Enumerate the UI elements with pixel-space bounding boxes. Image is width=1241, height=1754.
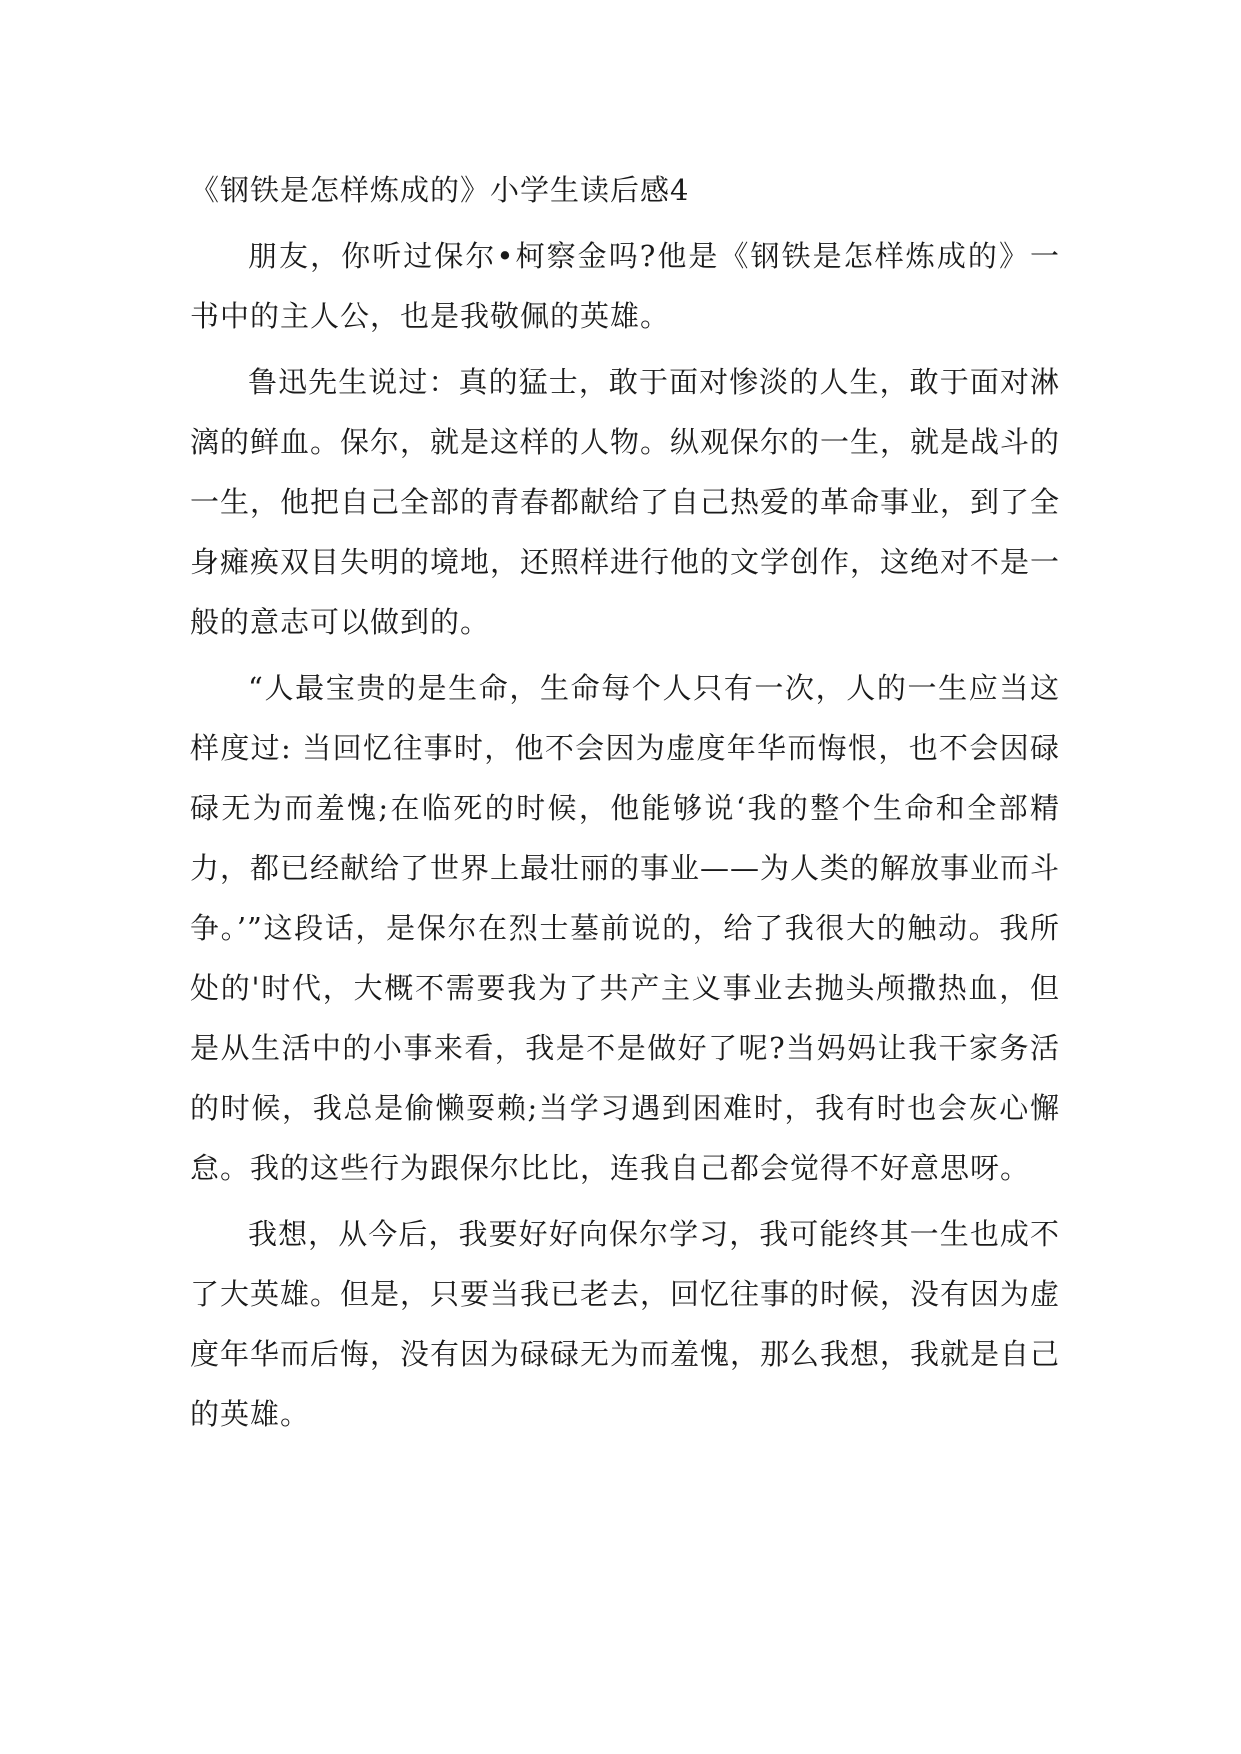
paragraph-lu-xun-quote: 鲁迅先生说过：真的猛士，敢于面对惨淡的人生，敢于面对淋漓的鲜血。保尔，就是这样的人物。纵观保尔的一生，就是战斗的一生，他把自己全部的青春都献给了自己热爱的革命事业，到了全身瘫痪双目失明的境地，还照样进行他的文学创作，这绝对不是一般的意志可以做到的。 xyxy=(190,365,1061,639)
paragraph-conclusion: 我想，从今后，我要好好向保尔学习，我可能终其一生也成不了大英雄。但是，只要当我已老去，回忆往事的时候，没有因为虚度年华而后悔，没有因为碌碌无为而羞愧，那么我想，我就是自己的英雄。 xyxy=(190,1217,1061,1431)
document-body xyxy=(190,160,1060,1450)
document-title: 《钢铁是怎样炼成的》小学生读后感4 xyxy=(190,173,690,207)
paragraph-life-quote: “人最宝贵的是生命，生命每个人只有一次，人的一生应当这样度过: 当回忆往事时，他不会因为虚度年华而悔恨，也不会因碌碌无为而羞愧;在临死的时候，他能够说‘我的整个生命和全部精力，都已经献给了世界上最壮丽的事业——为人类的解放事业而斗争。’”这段话，是保尔在烈士墓前说的，给了我很大的触动。我所处的'时代，大概不需要我为了共产主义事业去抛头颅撒热血，但是从生活中的小事来看，我是不是做好了呢?当妈妈让我干家务活的时候，我总是偷懒耍赖;当学习遇到困难时，我有时也会灰心懈怠。我的这些行为跟保尔比比，连我自己都会觉得不好意思呀。 xyxy=(190,671,1061,1185)
paragraph-intro: 朋友，你听过保尔•柯察金吗?他是《钢铁是怎样炼成的》一书中的主人公，也是我敬佩的英雄。 xyxy=(190,239,1060,333)
